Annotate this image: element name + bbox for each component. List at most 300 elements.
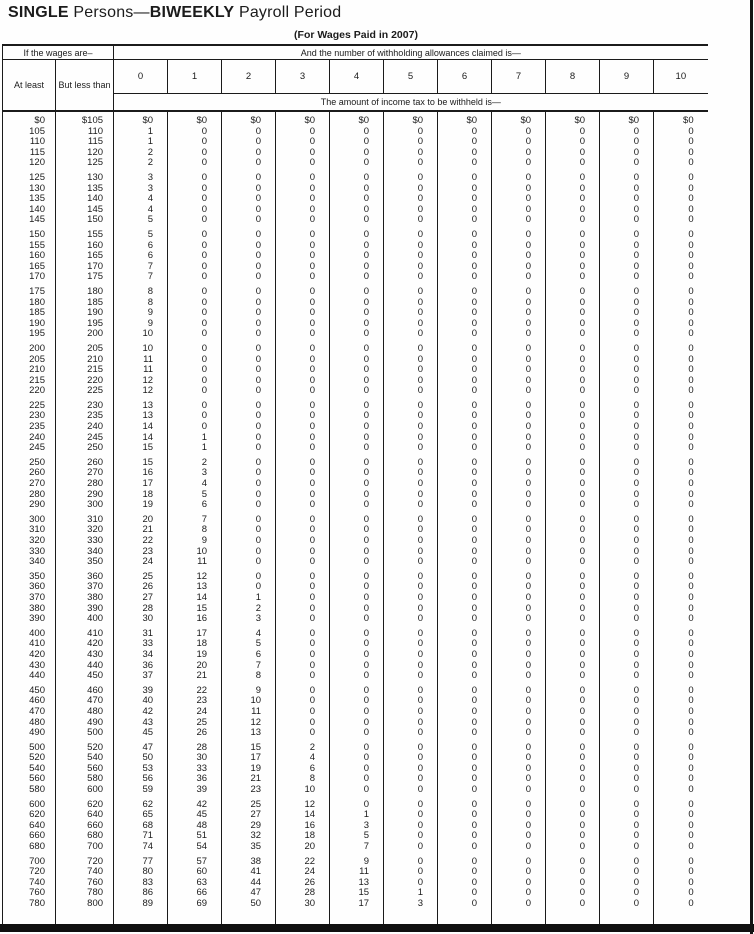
but-less-cell: 580	[56, 774, 114, 785]
withheld-amount-cell: 0	[438, 536, 492, 547]
withheld-amount-cell: 53	[114, 764, 168, 775]
wage-bracket-group	[3, 853, 708, 910]
withheld-amount-cell: 28	[114, 604, 168, 615]
wage-bracket-group	[3, 568, 708, 625]
at-least-cell: 130	[3, 184, 56, 195]
withheld-amount-cell: 0	[546, 468, 600, 479]
withheld-amount-cell: 0	[492, 582, 546, 593]
withheld-amount-cell: 0	[600, 557, 654, 568]
withheld-amount-cell: 0	[168, 226, 222, 241]
withheld-amount-cell: 0	[546, 433, 600, 444]
but-less-cell: 220	[56, 376, 114, 387]
withheld-amount-cell: 0	[492, 764, 546, 775]
withheld-amount-cell: 0	[492, 650, 546, 661]
withheld-amount-cell: 0	[330, 500, 384, 511]
table-row	[3, 842, 708, 853]
withheld-amount-cell: 63	[168, 878, 222, 889]
withheld-amount-cell: 0	[492, 386, 546, 397]
but-less-cell: 180	[56, 283, 114, 298]
withheld-amount-cell: 16	[114, 468, 168, 479]
withheld-amount-cell: 0	[384, 319, 438, 330]
withheld-amount-cell: 0	[384, 682, 438, 697]
withheld-amount-cell: 0	[330, 764, 384, 775]
withheld-amount-cell: 0	[222, 525, 276, 536]
withheld-amount-cell: 0	[168, 148, 222, 159]
withheld-amount-cell: 0	[222, 376, 276, 387]
withheld-amount-cell: 0	[600, 411, 654, 422]
at-least-cell: 310	[3, 525, 56, 536]
withheld-amount-cell: 0	[438, 867, 492, 878]
but-less-cell: 390	[56, 604, 114, 615]
withheld-amount-cell: 5	[114, 215, 168, 226]
but-less-cell: 165	[56, 251, 114, 262]
withheld-amount-cell: 0	[276, 262, 330, 273]
withheld-amount-cell: 0	[384, 397, 438, 412]
table-row	[3, 433, 708, 444]
withheld-amount-cell: 0	[492, 127, 546, 138]
withheld-amount-cell: 0	[688, 570, 694, 582]
but-less-cell: 520	[56, 739, 114, 754]
withheld-amount-cell: 0	[276, 386, 330, 397]
at-least-cell: 600	[3, 796, 56, 811]
withheld-amount-cell: 0	[222, 354, 276, 365]
withheld-amount-cell: 0	[384, 386, 438, 397]
withheld-amount-cell: 11	[222, 707, 276, 718]
withheld-amount-cell: 0	[546, 625, 600, 640]
withheld-amount-cell: 0	[330, 525, 384, 536]
withheld-amount-cell: 0	[688, 546, 694, 557]
but-less-cell: 240	[56, 422, 114, 433]
but-less-cell: 470	[56, 696, 114, 707]
at-least-cell: 560	[3, 774, 56, 785]
withheld-amount-cell: 0	[384, 696, 438, 707]
withheld-amount-cell: 0	[546, 831, 600, 842]
withheld-amount-cell: 0	[222, 479, 276, 490]
withheld-amount-cell: 0	[276, 661, 330, 672]
withheld-amount-cell: 0	[600, 468, 654, 479]
allowance-col-header-4: 4	[330, 60, 384, 94]
withheld-amount-cell: 10	[168, 547, 222, 558]
withheld-amount-cell: 0	[546, 821, 600, 832]
withheld-amount-cell: 0	[688, 706, 694, 717]
table-row	[3, 148, 708, 159]
withheld-amount-cell: 0	[546, 696, 600, 707]
withheld-amount-cell: 0	[276, 511, 330, 526]
table-row	[3, 785, 708, 796]
withheld-amount-cell: $0	[600, 111, 654, 127]
withheld-amount-cell: 0	[600, 582, 654, 593]
withheld-amount-cell: 0	[330, 511, 384, 526]
withheld-amount-cell: 0	[438, 127, 492, 138]
withheld-amount-cell: 22	[168, 682, 222, 697]
table-row	[3, 137, 708, 148]
withheld-amount-cell: 0	[330, 386, 384, 397]
table-row	[3, 329, 708, 340]
at-least-header: At least	[3, 60, 56, 112]
at-least-cell: 220	[3, 386, 56, 397]
but-less-cell: 215	[56, 365, 114, 376]
withheld-amount-cell: 0	[384, 593, 438, 604]
but-less-cell: 185	[56, 298, 114, 309]
withheld-amount-cell: 0	[168, 308, 222, 319]
withheld-amount-cell: 33	[114, 639, 168, 650]
wage-bracket-group	[3, 796, 708, 853]
but-less-cell: 120	[56, 148, 114, 159]
withheld-amount-cell: 0	[438, 443, 492, 454]
withheld-amount-cell: 0	[492, 547, 546, 558]
withheld-amount-cell: 6	[168, 500, 222, 511]
withheld-amount-cell: 0	[438, 169, 492, 184]
withheld-amount-cell: 0	[384, 536, 438, 547]
withheld-amount-cell: $0	[168, 111, 222, 127]
withheld-amount-cell: 24	[168, 707, 222, 718]
withheld-amount-cell: 0	[492, 810, 546, 821]
withheld-amount-cell: 0	[438, 696, 492, 707]
at-least-cell: 460	[3, 696, 56, 707]
withheld-amount-cell: 40	[114, 696, 168, 707]
at-least-cell: 450	[3, 682, 56, 697]
withheld-amount-cell: 47	[222, 888, 276, 899]
table-row	[3, 593, 708, 604]
withheld-amount-cell: 0	[438, 386, 492, 397]
withheld-amount-cell: 5	[114, 226, 168, 241]
at-least-cell: 155	[3, 241, 56, 252]
withheld-amount-cell: 0	[546, 127, 600, 138]
at-least-cell: 340	[3, 557, 56, 568]
at-least-cell: 420	[3, 650, 56, 661]
at-least-cell: 160	[3, 251, 56, 262]
withheld-amount-cell: $0	[330, 111, 384, 127]
withheld-amount-cell: 0	[546, 604, 600, 615]
withheld-amount-cell: 0	[384, 354, 438, 365]
withheld-amount-cell: 0	[222, 511, 276, 526]
table-row	[3, 272, 708, 283]
but-less-cell: 260	[56, 454, 114, 469]
withheld-amount-cell: 0	[492, 205, 546, 216]
withheld-amount-cell: 0	[492, 354, 546, 365]
at-least-cell: 225	[3, 397, 56, 412]
withheld-amount-cell: 0	[492, 821, 546, 832]
withheld-amount-cell: 3	[222, 614, 276, 625]
withheld-amount-cell: 17	[168, 625, 222, 640]
withheld-amount-cell: 0	[600, 298, 654, 309]
withheld-amount-cell: 27	[114, 593, 168, 604]
at-least-cell: 260	[3, 468, 56, 479]
withheld-amount-cell: 0	[688, 535, 694, 547]
withheld-amount-cell: 0	[330, 707, 384, 718]
withheld-amount-cell: 0	[276, 707, 330, 718]
withheld-amount-cell: 0	[546, 707, 600, 718]
withheld-amount-cell: 60	[168, 867, 222, 878]
wage-bracket-group	[3, 226, 708, 283]
withheld-amount-cell: 0	[492, 639, 546, 650]
withheld-amount-cell: 0	[222, 433, 276, 444]
title-persons: Persons—	[68, 4, 150, 21]
withheld-amount-cell: 0	[384, 490, 438, 501]
but-less-cell: 600	[56, 785, 114, 796]
withheld-amount-cell: 0	[384, 184, 438, 195]
table-row	[3, 671, 708, 682]
withheld-amount-cell: 5	[168, 490, 222, 501]
at-least-cell: 400	[3, 625, 56, 640]
withheld-amount-cell: 0	[688, 468, 694, 479]
withheld-amount-cell: 0	[438, 376, 492, 387]
withheld-amount-cell: 0	[276, 490, 330, 501]
table-row	[3, 810, 708, 821]
withheld-amount-cell: 0	[546, 500, 600, 511]
withheld-amount-cell: 14	[168, 593, 222, 604]
withheld-amount-cell: 42	[168, 796, 222, 811]
withheld-amount-cell: 13	[168, 582, 222, 593]
table-row	[3, 867, 708, 878]
withheld-amount-cell: 0	[688, 525, 694, 536]
withheld-amount-cell: 0	[168, 386, 222, 397]
withheld-amount-cell: 0	[688, 137, 694, 148]
withheld-amount-cell: 0	[222, 148, 276, 159]
but-less-cell: 800	[56, 899, 114, 910]
withheld-amount-cell: 20	[114, 511, 168, 526]
allowance-col-header-3: 3	[276, 60, 330, 94]
withheld-amount-cell: 0	[438, 764, 492, 775]
withheld-amount-cell: 0	[688, 158, 694, 169]
withheld-amount-cell: 0	[276, 365, 330, 376]
withheld-amount-cell: 0	[600, 867, 654, 878]
at-least-cell: 240	[3, 433, 56, 444]
withheld-amount-cell: 0	[688, 898, 694, 910]
withheld-amount-cell: 0	[168, 205, 222, 216]
withheld-amount-cell: 0	[438, 329, 492, 340]
withheld-amount-cell: 15	[114, 443, 168, 454]
but-less-cell: 640	[56, 810, 114, 821]
withheld-amount-cell: 15	[168, 604, 222, 615]
withheld-amount-cell: 0	[384, 468, 438, 479]
withheld-amount-cell: 0	[688, 126, 694, 137]
withheld-amount-cell: 16	[276, 821, 330, 832]
withheld-amount-cell: 0	[492, 443, 546, 454]
withheld-amount-cell: 24	[276, 867, 330, 878]
withheld-amount-cell: 0	[438, 739, 492, 754]
withheld-amount-cell: 0	[546, 479, 600, 490]
withheld-amount-cell: 0	[330, 354, 384, 365]
table-row	[3, 796, 708, 811]
withheld-amount-cell: 0	[384, 215, 438, 226]
withheld-amount-cell: 0	[384, 639, 438, 650]
withheld-amount-cell: 0	[492, 215, 546, 226]
table-row	[3, 536, 708, 547]
but-less-cell: 450	[56, 671, 114, 682]
withheld-amount-cell: 1	[114, 127, 168, 138]
withheld-amount-cell: 17	[222, 753, 276, 764]
withheld-amount-cell: 0	[168, 127, 222, 138]
withheld-amount-cell: 0	[600, 614, 654, 625]
withheld-amount-cell: 0	[546, 614, 600, 625]
withheld-amount-cell: 0	[688, 375, 694, 386]
withheld-amount-cell: 0	[688, 183, 694, 194]
withheld-amount-cell: 0	[438, 283, 492, 298]
at-least-cell: 320	[3, 536, 56, 547]
but-less-cell: 170	[56, 262, 114, 273]
withheld-amount-cell: 0	[330, 785, 384, 796]
at-least-cell: 175	[3, 283, 56, 298]
withheld-amount-cell: 0	[546, 671, 600, 682]
withheld-amount-cell: 0	[438, 557, 492, 568]
withheld-amount-cell: 0	[688, 318, 694, 329]
table-row	[3, 194, 708, 205]
withheld-amount-cell: 0	[600, 386, 654, 397]
withheld-amount-cell: 0	[168, 262, 222, 273]
withheld-amount-cell: 0	[600, 842, 654, 853]
withheld-amount-cell: 0	[492, 283, 546, 298]
withheld-amount-cell: 0	[276, 604, 330, 615]
withheld-amount-cell: 0	[546, 842, 600, 853]
withheld-amount-cell: 1	[222, 593, 276, 604]
at-least-cell: 540	[3, 764, 56, 775]
withheld-amount-cell: 0	[438, 298, 492, 309]
withheld-amount-cell: 0	[546, 764, 600, 775]
withheld-amount-cell: 23	[168, 696, 222, 707]
withheld-amount-cell: 51	[168, 831, 222, 842]
withheld-amount-cell: 0	[438, 194, 492, 205]
withheld-amount-cell: 0	[330, 422, 384, 433]
but-less-cell: 280	[56, 479, 114, 490]
withheld-amount-cell: 0	[276, 184, 330, 195]
but-less-cell: 660	[56, 821, 114, 832]
withheld-amount-cell: 0	[546, 148, 600, 159]
but-less-cell: 320	[56, 525, 114, 536]
withheld-amount-cell: 0	[546, 899, 600, 910]
withheld-amount-cell: 0	[384, 707, 438, 718]
withheld-amount-cell: 0	[492, 241, 546, 252]
withheld-amount-cell: 0	[438, 774, 492, 785]
but-less-cell: 400	[56, 614, 114, 625]
withheld-amount-cell: 0	[276, 717, 330, 728]
withheld-amount-cell: 0	[222, 386, 276, 397]
withheld-amount-cell: 0	[384, 226, 438, 241]
withheld-amount-cell: 1	[168, 433, 222, 444]
withheld-amount-cell: 0	[546, 169, 600, 184]
withheld-amount-cell: 0	[222, 262, 276, 273]
withheld-amount-cell: 24	[114, 557, 168, 568]
withheld-amount-cell: 0	[276, 298, 330, 309]
withheld-amount-cell: 0	[600, 241, 654, 252]
wage-bracket-group	[3, 340, 708, 397]
withheld-amount-cell: 0	[492, 796, 546, 811]
withheld-amount-cell: 0	[438, 821, 492, 832]
withheld-amount-cell: 0	[168, 340, 222, 355]
withheld-amount-cell: 0	[600, 272, 654, 283]
table-row	[3, 661, 708, 672]
withheld-amount-cell: 0	[168, 184, 222, 195]
withheld-amount-cell: 0	[438, 262, 492, 273]
withheld-amount-cell: 0	[222, 329, 276, 340]
but-less-cell: 135	[56, 184, 114, 195]
withheld-amount-cell: 50	[222, 899, 276, 910]
withheld-amount-cell: 0	[600, 340, 654, 355]
withheld-amount-cell: 3	[168, 468, 222, 479]
withheld-amount-cell: 0	[276, 568, 330, 583]
withheld-amount-cell: 0	[330, 184, 384, 195]
withheld-amount-cell: 0	[492, 536, 546, 547]
withheld-amount-cell: 8	[114, 283, 168, 298]
at-least-cell: 150	[3, 226, 56, 241]
withheld-amount-cell: 48	[168, 821, 222, 832]
amount-withheld-header: The amount of income tax to be withheld is—	[114, 94, 708, 112]
but-less-cell: 225	[56, 386, 114, 397]
withheld-amount-cell: 0	[688, 798, 694, 810]
withheld-amount-cell: 0	[546, 525, 600, 536]
withheld-amount-cell: 8	[168, 525, 222, 536]
at-least-cell: 195	[3, 329, 56, 340]
withheld-amount-cell: 17	[114, 479, 168, 490]
withheld-amount-cell: 0	[492, 557, 546, 568]
at-least-cell: 480	[3, 717, 56, 728]
table-row	[3, 888, 708, 899]
withheld-amount-cell: 0	[276, 376, 330, 387]
withheld-amount-cell: 0	[600, 127, 654, 138]
withheld-amount-cell: 0	[168, 298, 222, 309]
withheld-amount-cell: 0	[330, 536, 384, 547]
withheld-amount-cell: $0	[384, 111, 438, 127]
withheld-amount-cell: 0	[492, 422, 546, 433]
withheld-amount-cell: 0	[276, 354, 330, 365]
withheld-amount-cell: 0	[600, 810, 654, 821]
withheld-amount-cell: 26	[276, 878, 330, 889]
withheld-amount-cell: $0	[492, 111, 546, 127]
withheld-amount-cell: 0	[688, 147, 694, 158]
allowance-col-header-0: 0	[114, 60, 168, 94]
withheld-amount-cell: 0	[492, 753, 546, 764]
withheld-amount-cell: 0	[688, 728, 694, 739]
subtitle-wages-paid-2007: (For Wages Paid in 2007)	[294, 29, 418, 41]
withheld-amount-cell: 0	[600, 500, 654, 511]
withheld-amount-cell: 0	[330, 728, 384, 739]
withheld-amount-cell: 0	[438, 707, 492, 718]
withheld-amount-cell: 0	[330, 547, 384, 558]
withheld-amount-cell: 0	[222, 443, 276, 454]
withheld-amount-cell: 7	[222, 661, 276, 672]
withheld-amount-cell: 0	[384, 148, 438, 159]
withheld-amount-cell: 0	[688, 741, 694, 753]
withheld-amount-cell: 0	[546, 661, 600, 672]
withheld-amount-cell: 45	[114, 728, 168, 739]
withheld-amount-cell: 0	[276, 582, 330, 593]
withheld-amount-cell: 0	[330, 696, 384, 707]
table-row	[3, 899, 708, 910]
withheld-amount-cell: 0	[600, 169, 654, 184]
withheld-amount-cell: 0	[492, 728, 546, 739]
but-less-cell: 410	[56, 625, 114, 640]
withheld-amount-cell: 25	[168, 717, 222, 728]
withheld-amount-cell: 0	[492, 158, 546, 169]
withheld-amount-cell: 0	[384, 251, 438, 262]
table-row	[3, 853, 708, 868]
withheld-amount-cell: 0	[600, 650, 654, 661]
withheld-amount-cell: 14	[114, 422, 168, 433]
table-row	[3, 386, 708, 397]
withheld-amount-cell: 0	[438, 796, 492, 811]
withheld-amount-cell: 0	[600, 433, 654, 444]
withheld-amount-cell: 0	[546, 411, 600, 422]
withheld-amount-cell: 0	[276, 671, 330, 682]
withheld-amount-cell: 36	[168, 774, 222, 785]
withheld-amount-cell: 34	[114, 650, 168, 661]
but-less-cell: 330	[56, 536, 114, 547]
withheld-amount-cell: 0	[276, 169, 330, 184]
withheld-amount-cell: 0	[688, 831, 694, 842]
at-least-cell: 145	[3, 215, 56, 226]
withheld-amount-cell: 0	[384, 582, 438, 593]
table-row	[3, 251, 708, 262]
